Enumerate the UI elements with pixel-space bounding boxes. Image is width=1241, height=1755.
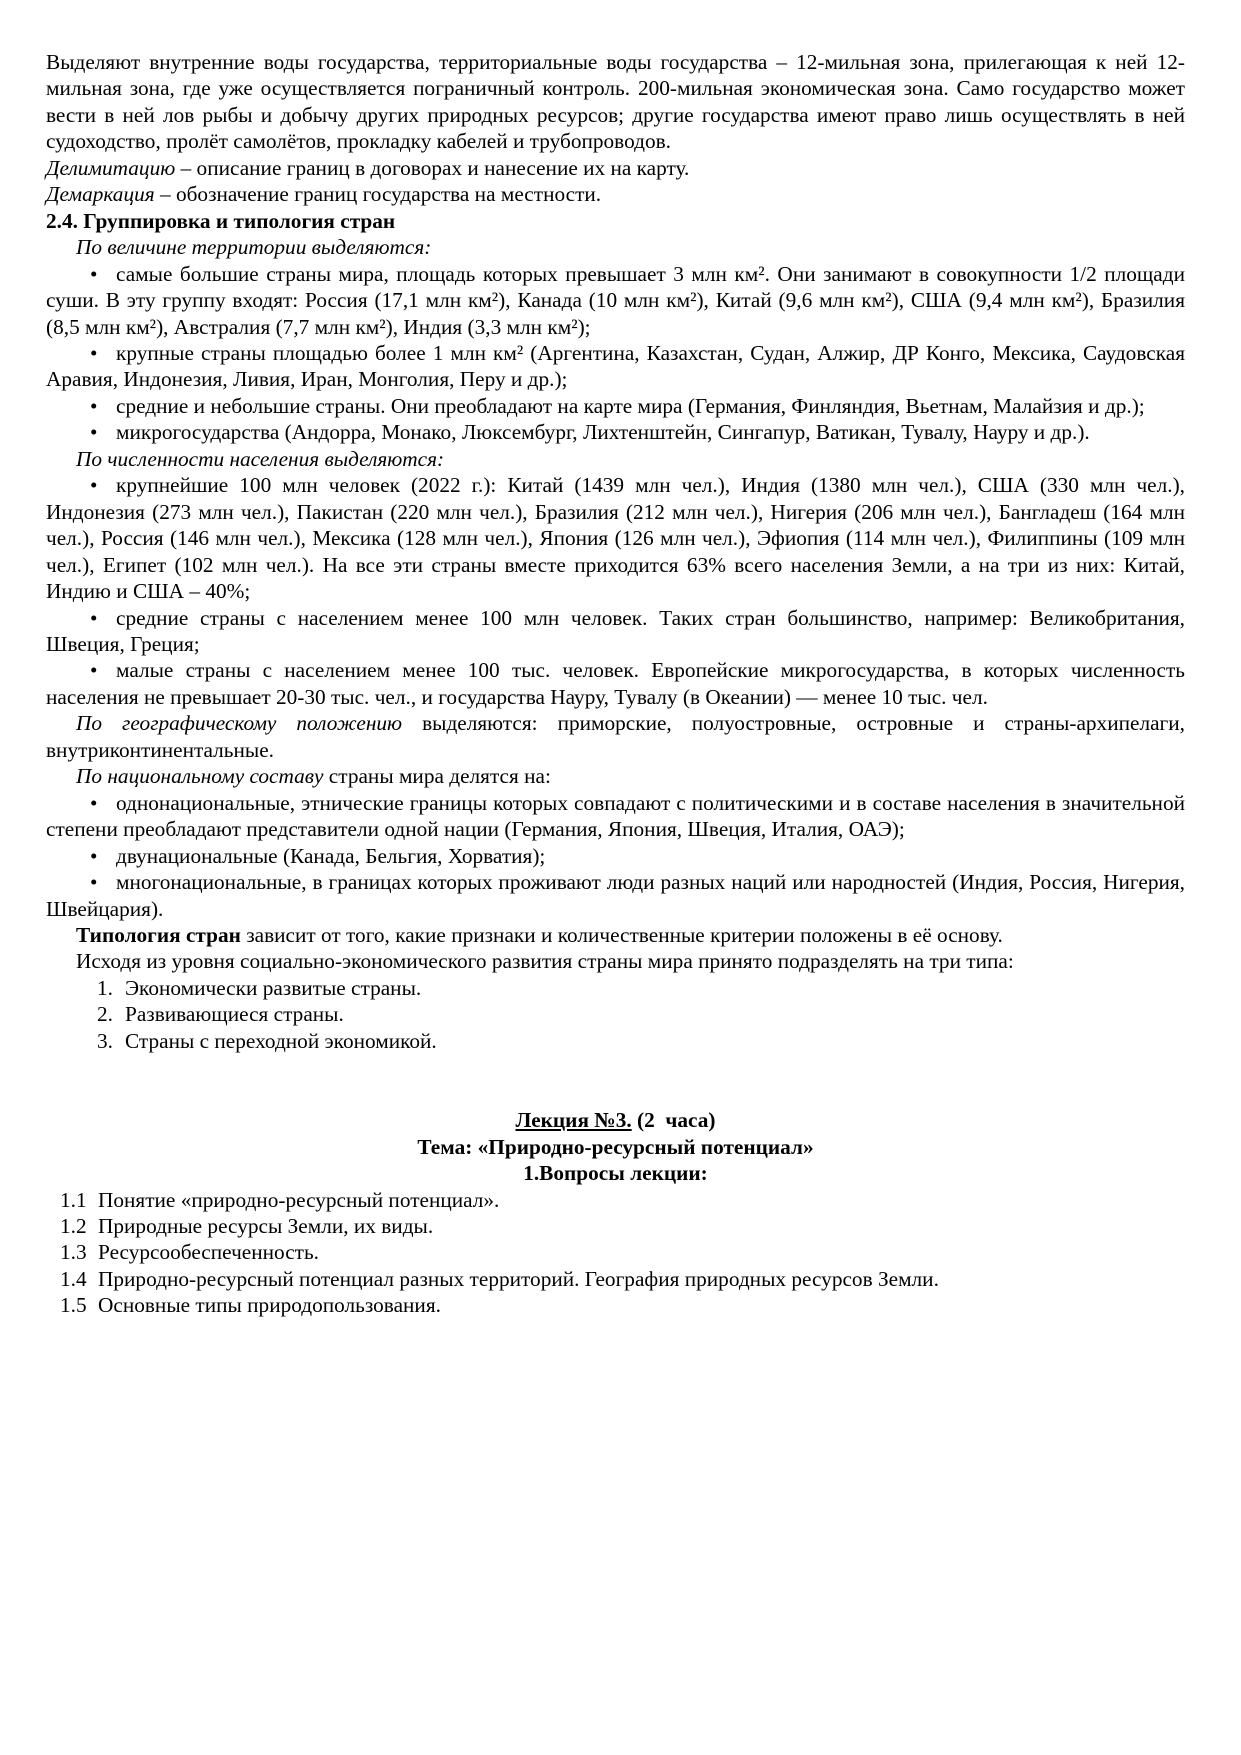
question-text: Природно-ресурсный потенциал разных территорий. География природных ресурсов Земли.	[98, 1266, 939, 1291]
paragraph-typology	[46, 922, 1185, 948]
text-typology: зависит от того, какие признаки и количественные критерии положены в её основу.	[240, 922, 1003, 947]
question-text: Природные ресурсы Земли, их виды.	[98, 1214, 434, 1239]
list-item-developed	[46, 975, 1185, 1001]
bullet-large-countries	[46, 340, 1185, 393]
bullet-icon: •	[90, 790, 98, 815]
bullet-text: самые большие страны мира, площадь которых превышает 3 млн км². Они занимают в совокупности 1/2 площади суши. В эту группу входят: Россия (17,1 млн км²), Канада (10 млн км²), Китай (9,6 млн км²), США (9,4 млн км²), Бразилия (8,5 млн км²), Австралия (7,7 млн км²), Индия (3,3 млн км²);	[46, 261, 1185, 339]
bullet-largest-countries	[46, 261, 1185, 340]
question-text: Понятие «природно-ресурсный потенциал».	[98, 1187, 500, 1212]
list-text: Страны с переходной экономикой.	[125, 1028, 437, 1053]
question-number: 1.3	[60, 1240, 87, 1265]
bullet-text: средние страны с населением менее 100 млн человек. Таких стран большинство, например: Великобритания, Швеция, Греция;	[46, 605, 1185, 656]
question-number: 1.4	[60, 1266, 87, 1291]
bullet-small-population	[46, 657, 1185, 710]
lead-by-population: По численности населения выделяются:	[76, 446, 445, 471]
bullet-icon: •	[90, 605, 98, 630]
paragraph-state-waters: Выделяют внутренние воды государства, территориальные воды государства – 12-мильная зона, прилегающая к ней 12-мильная зона, где уже осуществляется пограничный контроль. 200-мильная экономическая зона. Само государство может вести в ней лов рыбы и добычу других природных ресурсов; другие государства имеют право лишь осуществлять в ней судоходство, пролёт самолётов, прокладку кабелей и трубопроводов.	[46, 50, 1185, 154]
bullet-icon: •	[90, 420, 98, 445]
list-number: 1.	[97, 975, 113, 1000]
text-by-geography: выделяются: приморские, полуостровные, островные и страны-архипелаги, внутриконтинентальные.	[46, 711, 1185, 762]
bullet-medium-population	[46, 605, 1185, 658]
bullet-multinational	[46, 869, 1185, 922]
lead-by-geography: По географическому положению	[76, 711, 403, 736]
paragraph-demarcation	[46, 181, 1185, 207]
bullet-binational	[46, 843, 1185, 869]
question-number: 1.1	[60, 1187, 87, 1212]
bullet-text: крупнейшие 100 млн человек (2022 г.): Китай (1439 млн чел.), Индия (1380 млн чел.), США (330 млн чел.), Индонезия (273 млн чел.), Пакистан (220 млн чел.), Бразилия (212 млн чел.), Нигерия (206 млн чел.), Бангладеш (164 млн чел.), Россия (146 млн чел.), Мексика (128 млн чел.), Япония (126 млн чел.), Эфиопия (114 млн чел.), Филиппины (109 млн чел.), Египет (102 млн чел.). На все эти страны вместе приходится 63% всего населения Земли, а на три из них: Китай, Индию и США – 40%;	[46, 473, 1185, 604]
question-item-1-5	[46, 1292, 1185, 1318]
question-number: 1.2	[60, 1214, 87, 1239]
bullet-text: однонациональные, этнические границы которых совпадают с политическими и в составе населения в значительной степени преобладают представители одной нации (Германия, Япония, Швеция, Италия, ОАЭ);	[46, 790, 1185, 842]
list-number: 2.	[97, 1002, 113, 1027]
bullet-microstates	[46, 419, 1185, 445]
list-text: Экономически развитые страны.	[125, 975, 422, 1000]
term-demarcation: Демаркация	[46, 182, 155, 207]
section-heading-2-4: 2.4. Группировка и типология стран	[46, 208, 396, 233]
bullet-icon: •	[90, 393, 98, 418]
list-number: 3.	[97, 1028, 113, 1053]
lecture-theme: Тема: «Природно-ресурсный потенциал»	[417, 1134, 814, 1159]
bullet-icon: •	[90, 261, 98, 286]
question-item-1-4	[46, 1266, 1185, 1292]
paragraph-by-nationality	[46, 763, 1185, 789]
bullet-icon: •	[90, 473, 98, 498]
bullet-text: многонациональные, в границах которых проживают люди разных наций или народностей (Индия, Россия, Нигерия, Швейцария).	[46, 870, 1185, 921]
bullet-text: двунациональные (Канада, Бельгия, Хорватия);	[116, 843, 546, 868]
question-item-1-1	[46, 1187, 1185, 1213]
term-typology: Типология стран	[76, 922, 241, 947]
lecture-questions-heading: 1.Вопросы лекции:	[523, 1161, 708, 1186]
lecture-title-number: Лекция №3.	[515, 1108, 632, 1133]
bullet-text: средние и небольшие страны. Они преобладают на карте мира (Германия, Финляндия, Вьетнам, Малайзия и др.);	[116, 393, 1145, 418]
lecture-title-hours: (2 часа)	[631, 1108, 716, 1133]
text-by-nationality: страны мира делятся на:	[323, 764, 551, 789]
vertical-spacer	[46, 1054, 1185, 1107]
bullet-text: микрогосударства (Андорра, Монако, Люксембург, Лихтенштейн, Сингапур, Ватикан, Тувалу, Науру и др.).	[116, 420, 1090, 445]
list-item-developing	[46, 1001, 1185, 1027]
lead-by-nationality: По национальному составу	[76, 764, 324, 789]
term-delimitation: Делимитацию	[46, 155, 176, 180]
bullet-mononational	[46, 790, 1185, 843]
paragraph-development-intro: Исходя из уровня социально-экономического развития страны мира принято подразделять на три типа:	[76, 949, 1014, 974]
bullet-icon: •	[90, 658, 98, 683]
list-item-transition	[46, 1028, 1185, 1054]
question-item-1-3	[46, 1239, 1185, 1265]
bullet-medium-countries	[46, 393, 1185, 419]
question-item-1-2	[46, 1213, 1185, 1239]
bullet-icon: •	[90, 870, 98, 895]
bullet-icon: •	[90, 843, 98, 868]
definition-delimitation: – описание границ в договорах и нанесение их на карту.	[175, 155, 690, 180]
question-text: Основные типы природопользования.	[98, 1293, 441, 1318]
paragraph-delimitation	[46, 155, 1185, 181]
lead-by-territory: По величине территории выделяются:	[76, 235, 432, 260]
bullet-largest-population	[46, 472, 1185, 604]
question-text: Ресурсообеспеченность.	[98, 1240, 320, 1265]
lecture-title	[46, 1107, 1185, 1133]
bullet-text: крупные страны площадью более 1 млн км² (Аргентина, Казахстан, Судан, Алжир, ДР Конго, Мексика, Саудовская Аравия, Индонезия, Ливия, Иран, Монголия, Перу и др.);	[46, 340, 1185, 392]
question-number: 1.5	[60, 1293, 87, 1318]
paragraph-by-geography	[46, 710, 1185, 763]
list-text: Развивающиеся страны.	[125, 1002, 344, 1027]
bullet-text: малые страны с населением менее 100 тыс. человек. Европейские микрогосударства, в которых численность населения не превышает 20-30 тыс. чел., и государства Науру, Тувалу (в Океании) — менее 10 тыс. чел.	[46, 658, 1185, 709]
definition-demarcation: – обозначение границ государства на местности.	[154, 182, 602, 207]
bullet-icon: •	[90, 340, 98, 365]
